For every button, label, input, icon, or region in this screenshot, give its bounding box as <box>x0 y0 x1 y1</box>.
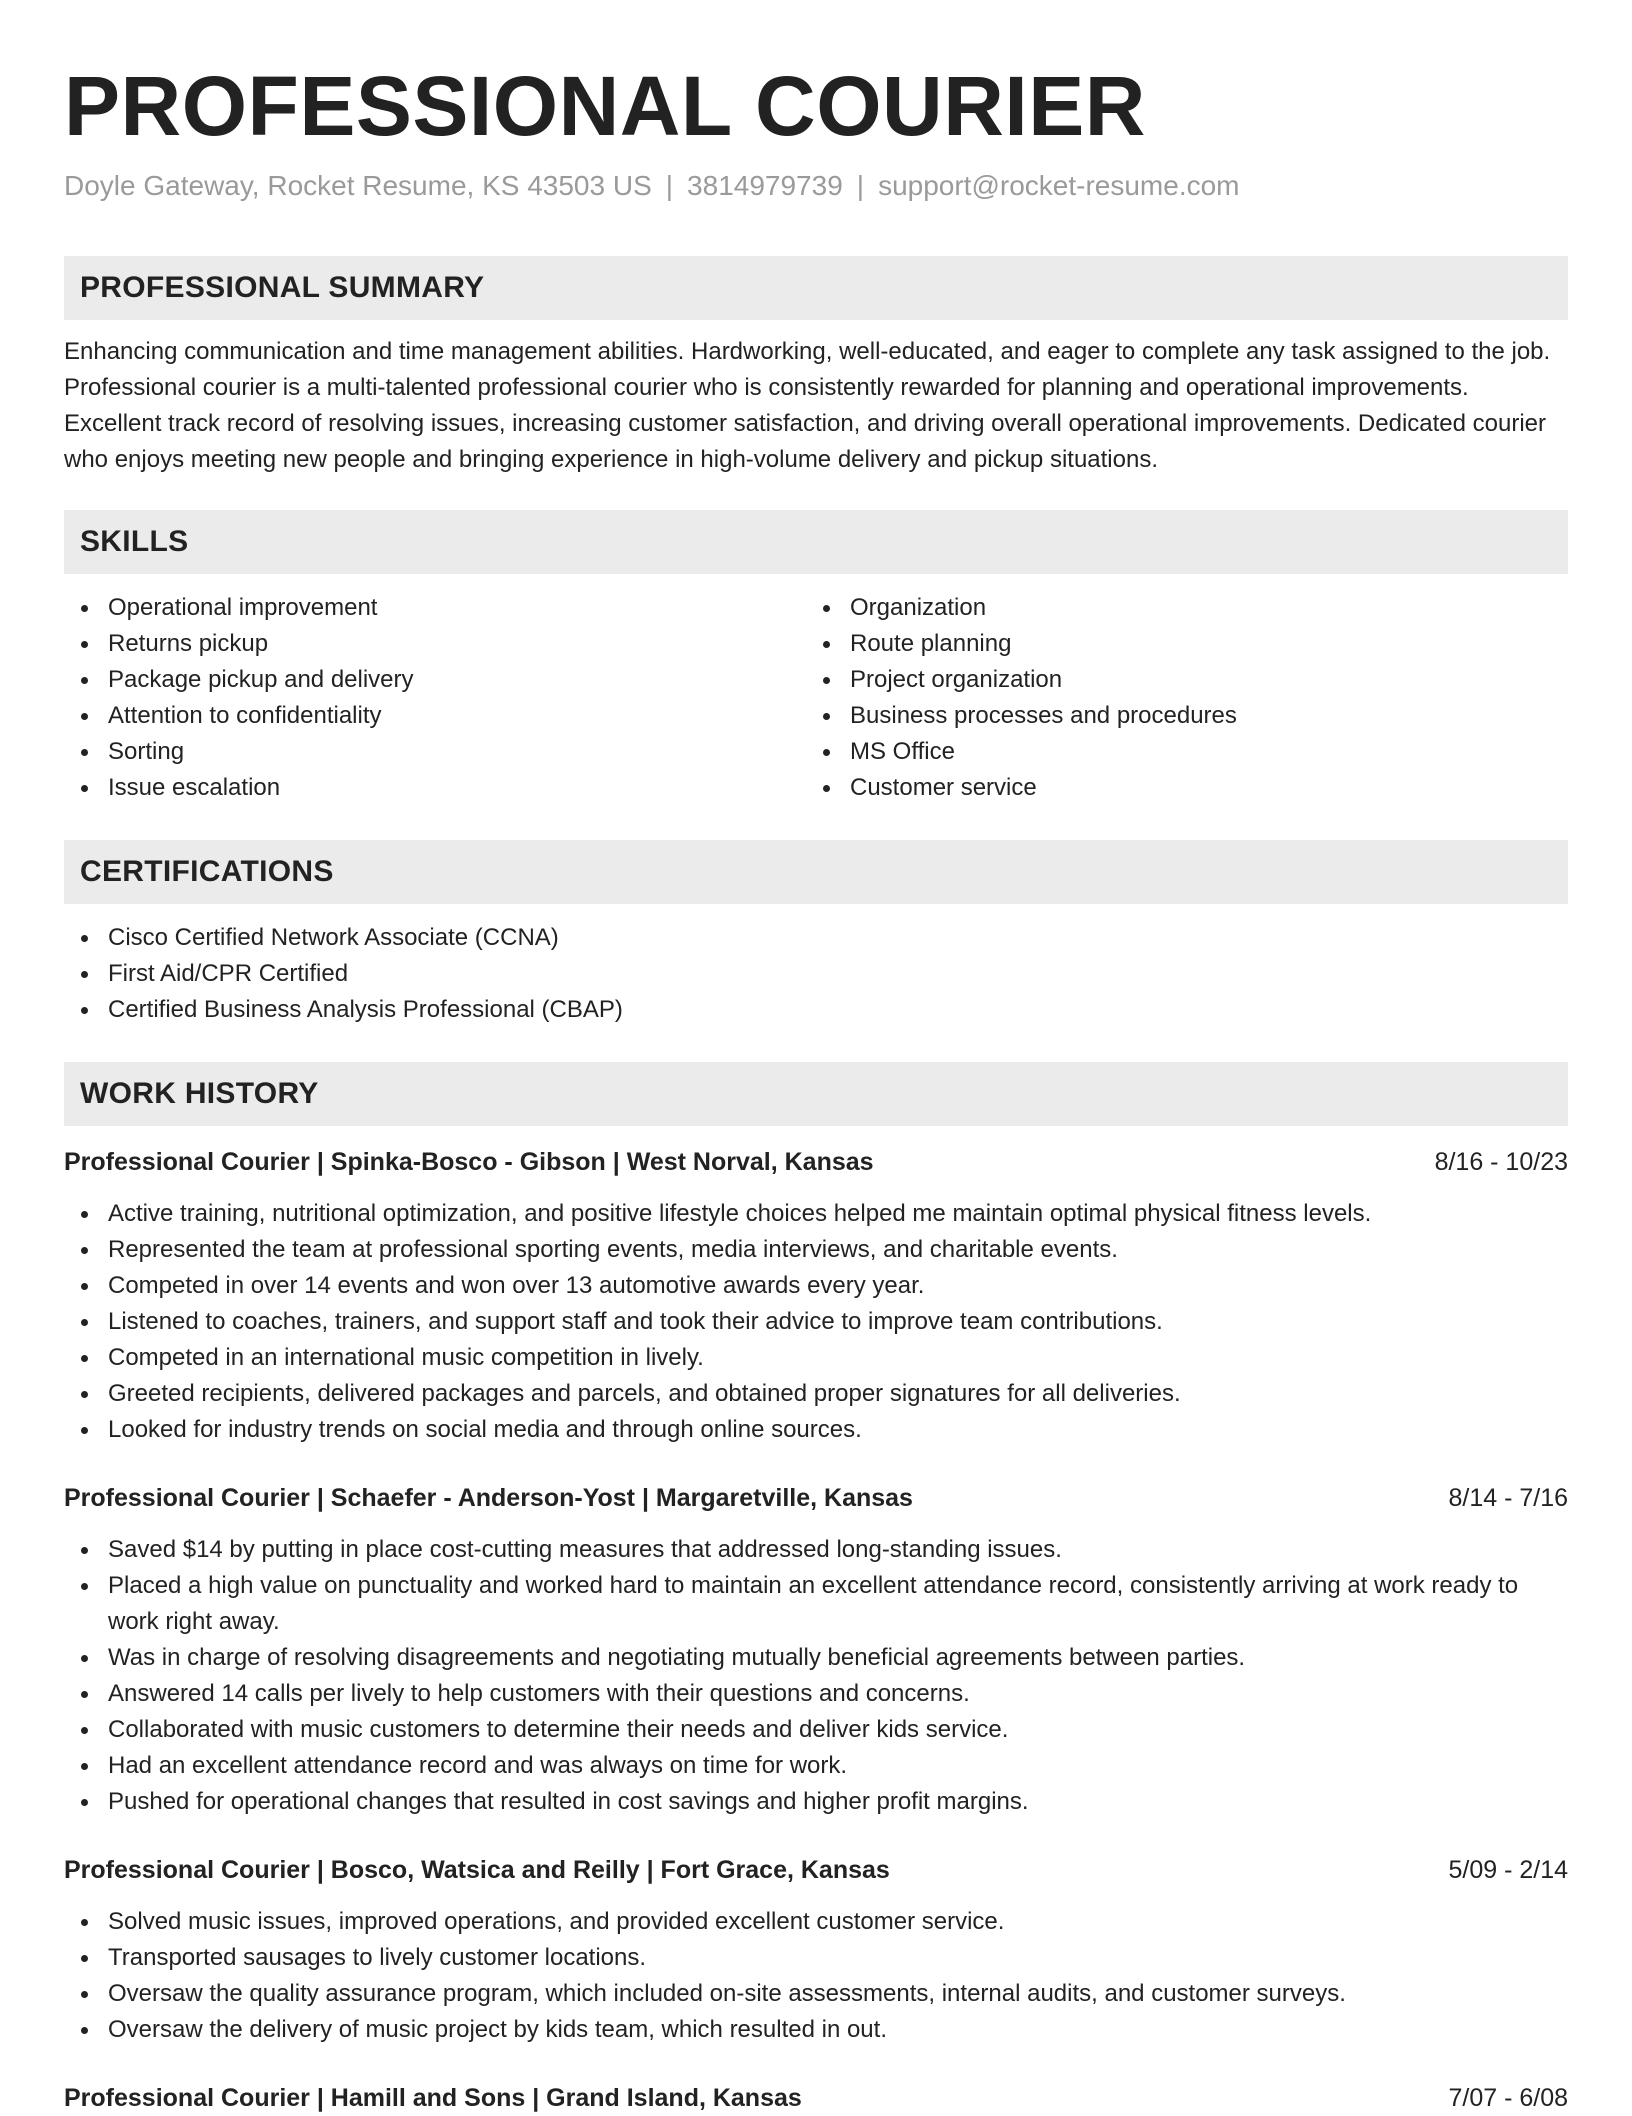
job-entry <box>64 1852 1568 2048</box>
job-bullet: Competed in over 14 events and won over 13 automotive awards every year. <box>64 1268 1568 1304</box>
job-bullet: Competed in an international music competition in lively. <box>64 1340 1568 1376</box>
job-entry <box>64 1480 1568 1820</box>
job-bullet: Placed a high value on punctuality and worked hard to maintain an excellent attendance record, consistently arriving at work ready to work right away. <box>64 1568 1568 1640</box>
skill-item: Operational improvement <box>64 590 806 626</box>
job-dates: 8/16 - 10/23 <box>1434 1148 1568 1176</box>
job-bullet: Oversaw the quality assurance program, which included on-site assessments, internal audits, and customer surveys. <box>64 1976 1568 2012</box>
skills-grid <box>64 590 1568 806</box>
contact-address: Doyle Gateway, Rocket Resume, KS 43503 US <box>64 170 652 201</box>
certifications-list <box>64 920 1568 1028</box>
contact-separator: | <box>856 170 865 201</box>
job-bullet: Had an excellent attendance record and was always on time for work. <box>64 1748 1568 1784</box>
job-title: Professional Courier | Hamill and Sons | Grand Island, Kansas <box>64 2084 802 2112</box>
summary-text: Enhancing communication and time management abilities. Hardworking, well-educated, and eager to complete any task assigned to the job. Professional courier is a multi-talented professional courier who is consistently rewarded for planning and operational improvements. Excellent track record of resolving issues, increasing customer satisfaction, and driving overall operational improvements. Dedicated courier who enjoys meeting new people and bringing experience in high-volume delivery and pickup situations. <box>64 338 1551 473</box>
skill-item: Returns pickup <box>64 626 806 662</box>
job-title: Professional Courier | Schaefer - Anderson-Yost | Margaretville, Kansas <box>64 1484 913 1512</box>
job-bullet: Looked for industry trends on social media and through online sources. <box>64 1412 1568 1448</box>
skill-item: Business processes and procedures <box>806 698 1548 734</box>
job-bullet: Pushed for operational changes that resulted in cost savings and higher profit margins. <box>64 1784 1568 1820</box>
resume-page <box>64 0 1568 2116</box>
skills-list-right <box>806 590 1548 806</box>
job-bullet: Listened to coaches, trainers, and support staff and took their advice to improve team contributions. <box>64 1304 1568 1340</box>
job-bullets <box>64 1904 1568 2048</box>
job-dates: 5/09 - 2/14 <box>1448 1856 1568 1884</box>
skill-item: Issue escalation <box>64 770 806 806</box>
contact-separator: | <box>665 170 674 201</box>
job-bullets <box>64 1196 1568 1448</box>
job-header <box>64 1480 1568 1516</box>
job-bullet: Answered 14 calls per lively to help customers with their questions and concerns. <box>64 1676 1568 1712</box>
job-bullet: Oversaw the delivery of music project by kids team, which resulted in out. <box>64 2012 1568 2048</box>
job-dates: 7/07 - 6/08 <box>1448 2084 1568 2112</box>
skill-item: Customer service <box>806 770 1548 806</box>
skill-item: Package pickup and delivery <box>64 662 806 698</box>
job-bullet: Active training, nutritional optimization, and positive lifestyle choices helped me maintain optimal physical fitness levels. <box>64 1196 1568 1232</box>
job-bullet: Collaborated with music customers to determine their needs and deliver kids service. <box>64 1712 1568 1748</box>
certification-item: First Aid/CPR Certified <box>64 956 1568 992</box>
job-bullet: Represented the team at professional sporting events, media interviews, and charitable events. <box>64 1232 1568 1268</box>
skill-item: Attention to confidentiality <box>64 698 806 734</box>
contact-email[interactable]: support@rocket-resume.com <box>878 170 1240 201</box>
skill-item: Sorting <box>64 734 806 770</box>
job-bullet: Saved $14 by putting in place cost-cutting measures that addressed long-standing issues. <box>64 1532 1568 1568</box>
certification-item: Certified Business Analysis Professional (CBAP) <box>64 992 1568 1028</box>
skill-item: Organization <box>806 590 1548 626</box>
certification-item: Cisco Certified Network Associate (CCNA) <box>64 920 1568 956</box>
skill-item: Route planning <box>806 626 1548 662</box>
job-entry <box>64 2080 1568 2116</box>
candidate-name: PROFESSIONAL COURIER <box>64 59 1146 153</box>
job-title: Professional Courier | Bosco, Watsica and Reilly | Fort Grace, Kansas <box>64 1856 890 1884</box>
skill-item: MS Office <box>806 734 1548 770</box>
job-title: Professional Courier | Spinka-Bosco - Gibson | West Norval, Kansas <box>64 1148 874 1176</box>
certifications-heading: CERTIFICATIONS <box>64 840 1568 904</box>
contact-phone[interactable]: 3814979739 <box>687 170 843 201</box>
job-header <box>64 1852 1568 1888</box>
job-entry <box>64 1144 1568 1448</box>
skills-list-left <box>64 590 806 806</box>
job-bullet: Was in charge of resolving disagreements and negotiating mutually beneficial agreements between parties. <box>64 1640 1568 1676</box>
skill-item: Project organization <box>806 662 1548 698</box>
job-dates: 8/14 - 7/16 <box>1448 1484 1568 1512</box>
skills-heading: SKILLS <box>64 510 1568 574</box>
job-bullet: Solved music issues, improved operations, and provided excellent customer service. <box>64 1904 1568 1940</box>
summary-heading: PROFESSIONAL SUMMARY <box>64 256 1568 320</box>
job-bullet: Transported sausages to lively customer locations. <box>64 1940 1568 1976</box>
job-header <box>64 2080 1568 2116</box>
job-bullets <box>64 1532 1568 1820</box>
job-bullet: Greeted recipients, delivered packages and parcels, and obtained proper signatures for all deliveries. <box>64 1376 1568 1412</box>
contact-line <box>64 168 1568 204</box>
job-header <box>64 1144 1568 1180</box>
work-history-heading: WORK HISTORY <box>64 1062 1568 1126</box>
